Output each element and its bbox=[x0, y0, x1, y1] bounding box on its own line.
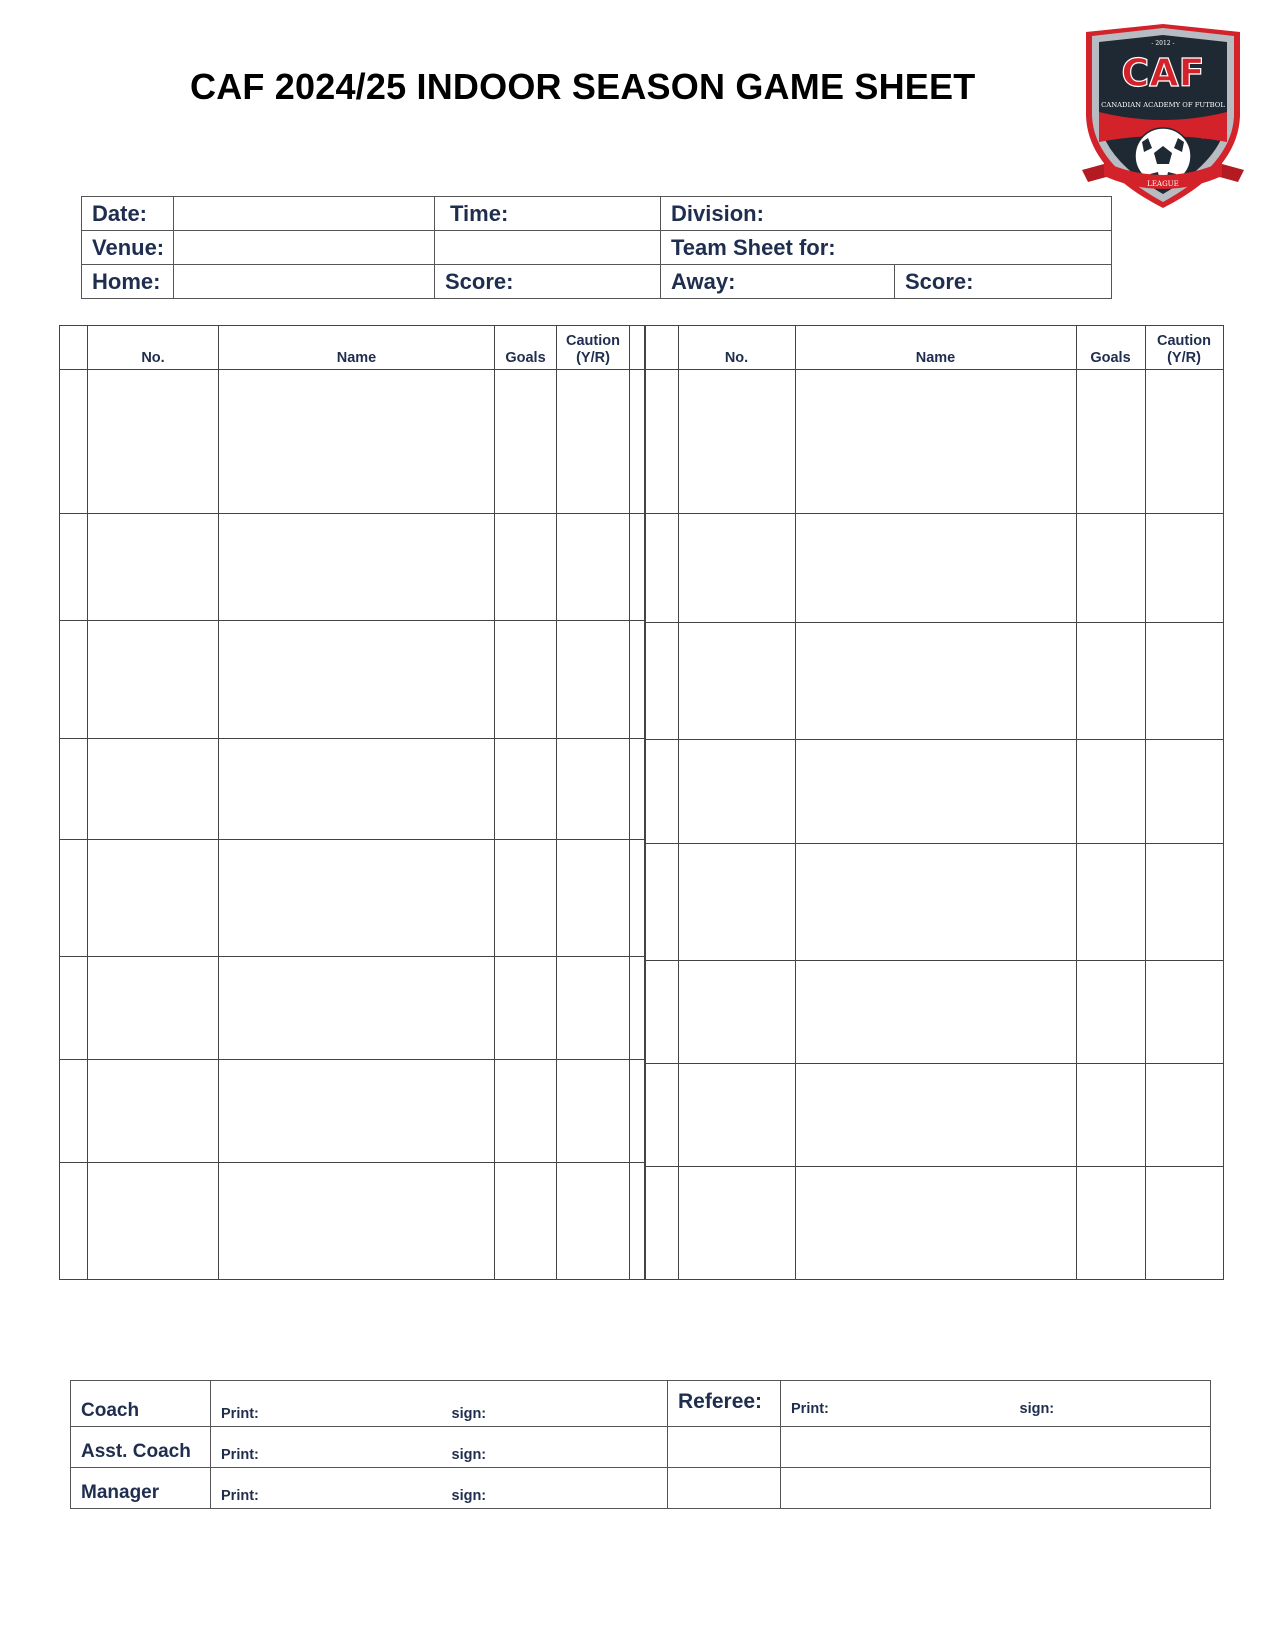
referee-print-field[interactable]: Print: bbox=[781, 1381, 1020, 1427]
spacer-cell bbox=[630, 840, 645, 957]
goals-cell[interactable] bbox=[495, 739, 557, 840]
name-cell[interactable] bbox=[219, 621, 495, 739]
name-cell[interactable] bbox=[795, 514, 1076, 623]
caution-yr-label: (Y/R) bbox=[1167, 350, 1201, 366]
roster-header-row bbox=[60, 326, 645, 370]
name-header: Name bbox=[219, 326, 495, 370]
goals-cell[interactable] bbox=[1076, 740, 1145, 844]
cell[interactable] bbox=[60, 1060, 88, 1163]
home-roster-table bbox=[59, 325, 645, 1280]
cell[interactable] bbox=[645, 844, 678, 961]
table-row bbox=[645, 961, 1223, 1064]
no-cell[interactable] bbox=[88, 1163, 219, 1280]
caution-cell[interactable] bbox=[1145, 370, 1223, 514]
goals-cell[interactable] bbox=[1076, 1167, 1145, 1280]
info-row-1 bbox=[82, 197, 1112, 231]
coach-label: Coach bbox=[71, 1381, 211, 1427]
name-cell[interactable] bbox=[219, 1060, 495, 1163]
cell[interactable] bbox=[645, 1167, 678, 1280]
name-cell[interactable] bbox=[795, 844, 1076, 961]
name-cell[interactable] bbox=[795, 1167, 1076, 1280]
name-header: Name bbox=[795, 326, 1076, 370]
cell[interactable] bbox=[645, 514, 678, 623]
venue-field-extra[interactable] bbox=[435, 231, 661, 265]
spacer-cell bbox=[630, 1060, 645, 1163]
cell[interactable] bbox=[60, 840, 88, 957]
table-row bbox=[60, 621, 645, 739]
no-header: No. bbox=[88, 326, 219, 370]
page-title: CAF 2024/25 INDOOR SEASON GAME SHEET bbox=[190, 66, 976, 107]
away-score-label: Score: bbox=[895, 265, 1112, 299]
goals-cell[interactable] bbox=[1076, 370, 1145, 514]
caution-yr-label: (Y/R) bbox=[576, 350, 610, 366]
cell[interactable] bbox=[60, 514, 88, 621]
caution-cell[interactable] bbox=[1145, 623, 1223, 740]
table-row bbox=[645, 1064, 1223, 1167]
goals-cell[interactable] bbox=[495, 370, 557, 514]
no-cell[interactable] bbox=[678, 370, 795, 514]
caution-cell[interactable] bbox=[557, 621, 630, 739]
caution-cell[interactable] bbox=[1145, 1064, 1223, 1167]
name-cell[interactable] bbox=[219, 957, 495, 1060]
caution-cell[interactable] bbox=[557, 1163, 630, 1280]
table-row bbox=[645, 844, 1223, 961]
table-row bbox=[60, 370, 645, 514]
name-cell[interactable] bbox=[219, 514, 495, 621]
no-cell[interactable] bbox=[678, 623, 795, 740]
no-cell[interactable] bbox=[88, 1060, 219, 1163]
caution-cell[interactable] bbox=[1145, 514, 1223, 623]
referee-extra-3[interactable] bbox=[668, 1468, 781, 1509]
caution-label: Caution bbox=[566, 333, 620, 349]
cell[interactable] bbox=[645, 623, 678, 740]
manager-label: Manager bbox=[71, 1468, 211, 1509]
spacer-cell bbox=[630, 1163, 645, 1280]
no-cell[interactable] bbox=[678, 1167, 795, 1280]
name-cell[interactable] bbox=[795, 623, 1076, 740]
referee-label: Referee: bbox=[668, 1381, 781, 1427]
time-label: Time: bbox=[435, 197, 661, 231]
game-info-table bbox=[81, 196, 1112, 299]
no-cell[interactable] bbox=[88, 840, 219, 957]
roster-header-row bbox=[645, 326, 1223, 370]
referee-extra-4[interactable] bbox=[781, 1468, 1211, 1509]
date-field[interactable] bbox=[174, 197, 435, 231]
manager-row bbox=[71, 1468, 1211, 1509]
logo-org: CANADIAN ACADEMY OF FUTBOL bbox=[1101, 101, 1225, 109]
caution-header bbox=[1145, 326, 1223, 370]
venue-label: Venue: bbox=[82, 231, 174, 265]
caution-cell[interactable] bbox=[1145, 1167, 1223, 1280]
goals-cell[interactable] bbox=[1076, 514, 1145, 623]
table-row bbox=[60, 1060, 645, 1163]
table-row bbox=[60, 514, 645, 621]
asst-coach-row bbox=[71, 1427, 1211, 1468]
caution-header bbox=[557, 326, 630, 370]
cell[interactable] bbox=[645, 1064, 678, 1167]
no-cell[interactable] bbox=[678, 514, 795, 623]
name-cell[interactable] bbox=[795, 1064, 1076, 1167]
caution-label: Caution bbox=[1157, 333, 1211, 349]
asst-coach-print-field[interactable]: Print: bbox=[211, 1427, 448, 1468]
caution-cell[interactable] bbox=[1145, 740, 1223, 844]
no-cell[interactable] bbox=[88, 621, 219, 739]
name-cell[interactable] bbox=[219, 1163, 495, 1280]
spacer-cell bbox=[630, 739, 645, 840]
caution-cell[interactable] bbox=[557, 514, 630, 621]
info-row-2 bbox=[82, 231, 1112, 265]
team-sheet-for-label: Team Sheet for: bbox=[661, 231, 1112, 265]
goals-cell[interactable] bbox=[495, 621, 557, 739]
caution-cell[interactable] bbox=[557, 957, 630, 1060]
cell[interactable] bbox=[60, 739, 88, 840]
cell[interactable] bbox=[60, 370, 88, 514]
goals-cell[interactable] bbox=[1076, 961, 1145, 1064]
spacer-cell bbox=[630, 370, 645, 514]
no-header: No. bbox=[678, 326, 795, 370]
logo-year: - 2012 - bbox=[1151, 40, 1175, 47]
no-cell[interactable] bbox=[678, 740, 795, 844]
spacer-cell bbox=[630, 621, 645, 739]
cell[interactable] bbox=[645, 740, 678, 844]
index-header bbox=[60, 326, 88, 370]
caution-cell[interactable] bbox=[557, 739, 630, 840]
manager-sign-field[interactable]: sign: bbox=[448, 1468, 668, 1509]
table-row bbox=[60, 840, 645, 957]
goals-cell[interactable] bbox=[495, 957, 557, 1060]
referee-extra-2[interactable] bbox=[781, 1427, 1211, 1468]
spacer-cell bbox=[630, 957, 645, 1060]
goals-header: Goals bbox=[1076, 326, 1145, 370]
goals-cell[interactable] bbox=[1076, 844, 1145, 961]
table-row bbox=[645, 740, 1223, 844]
coach-sign-field[interactable]: sign: bbox=[448, 1381, 668, 1427]
name-cell[interactable] bbox=[795, 961, 1076, 1064]
caution-cell[interactable] bbox=[557, 1060, 630, 1163]
no-cell[interactable] bbox=[88, 957, 219, 1060]
cell[interactable] bbox=[60, 957, 88, 1060]
info-row-3 bbox=[82, 265, 1112, 299]
name-cell[interactable] bbox=[219, 370, 495, 514]
cell[interactable] bbox=[645, 961, 678, 1064]
index-header bbox=[645, 326, 678, 370]
goals-cell[interactable] bbox=[495, 1163, 557, 1280]
logo-letters: CAF bbox=[1121, 51, 1205, 95]
no-cell[interactable] bbox=[88, 370, 219, 514]
no-cell[interactable] bbox=[88, 514, 219, 621]
caution-cell[interactable] bbox=[557, 370, 630, 514]
no-cell[interactable] bbox=[678, 844, 795, 961]
caution-cell[interactable] bbox=[1145, 961, 1223, 1064]
no-cell[interactable] bbox=[678, 1064, 795, 1167]
venue-field[interactable] bbox=[174, 231, 435, 265]
name-cell[interactable] bbox=[219, 739, 495, 840]
goals-cell[interactable] bbox=[495, 514, 557, 621]
manager-print-field[interactable]: Print: bbox=[211, 1468, 448, 1509]
no-cell[interactable] bbox=[678, 961, 795, 1064]
goals-cell[interactable] bbox=[1076, 623, 1145, 740]
goals-header: Goals bbox=[495, 326, 557, 370]
spacer-cell bbox=[630, 514, 645, 621]
signature-table bbox=[70, 1380, 1211, 1509]
goals-cell[interactable] bbox=[1076, 1064, 1145, 1167]
spacer-header bbox=[630, 326, 645, 370]
caution-cell[interactable] bbox=[1145, 844, 1223, 961]
division-label: Division: bbox=[661, 197, 1112, 231]
name-cell[interactable] bbox=[795, 370, 1076, 514]
coach-row bbox=[71, 1381, 1211, 1427]
away-roster-table bbox=[644, 325, 1224, 1280]
home-label: Home: bbox=[82, 265, 174, 299]
cell[interactable] bbox=[60, 621, 88, 739]
date-label: Date: bbox=[82, 197, 174, 231]
cell[interactable] bbox=[645, 370, 678, 514]
table-row bbox=[645, 1167, 1223, 1280]
asst-coach-sign-field[interactable]: sign: bbox=[448, 1427, 668, 1468]
cell[interactable] bbox=[60, 1163, 88, 1280]
referee-extra-1[interactable] bbox=[668, 1427, 781, 1468]
table-row bbox=[60, 739, 645, 840]
table-row bbox=[60, 1163, 645, 1280]
coach-print-field[interactable]: Print: bbox=[211, 1381, 448, 1427]
table-row bbox=[645, 623, 1223, 740]
logo-ribbon: LEAGUE bbox=[1147, 180, 1179, 188]
table-row bbox=[60, 957, 645, 1060]
caf-logo bbox=[1082, 24, 1244, 208]
caution-cell[interactable] bbox=[557, 840, 630, 957]
goals-cell[interactable] bbox=[495, 840, 557, 957]
name-cell[interactable] bbox=[219, 840, 495, 957]
home-score-label: Score: bbox=[435, 265, 661, 299]
referee-sign-field[interactable]: sign: bbox=[1020, 1381, 1211, 1427]
asst-coach-label: Asst. Coach bbox=[71, 1427, 211, 1468]
table-row bbox=[645, 514, 1223, 623]
away-label: Away: bbox=[661, 265, 895, 299]
name-cell[interactable] bbox=[795, 740, 1076, 844]
home-field[interactable] bbox=[174, 265, 435, 299]
table-row bbox=[645, 370, 1223, 514]
no-cell[interactable] bbox=[88, 739, 219, 840]
goals-cell[interactable] bbox=[495, 1060, 557, 1163]
